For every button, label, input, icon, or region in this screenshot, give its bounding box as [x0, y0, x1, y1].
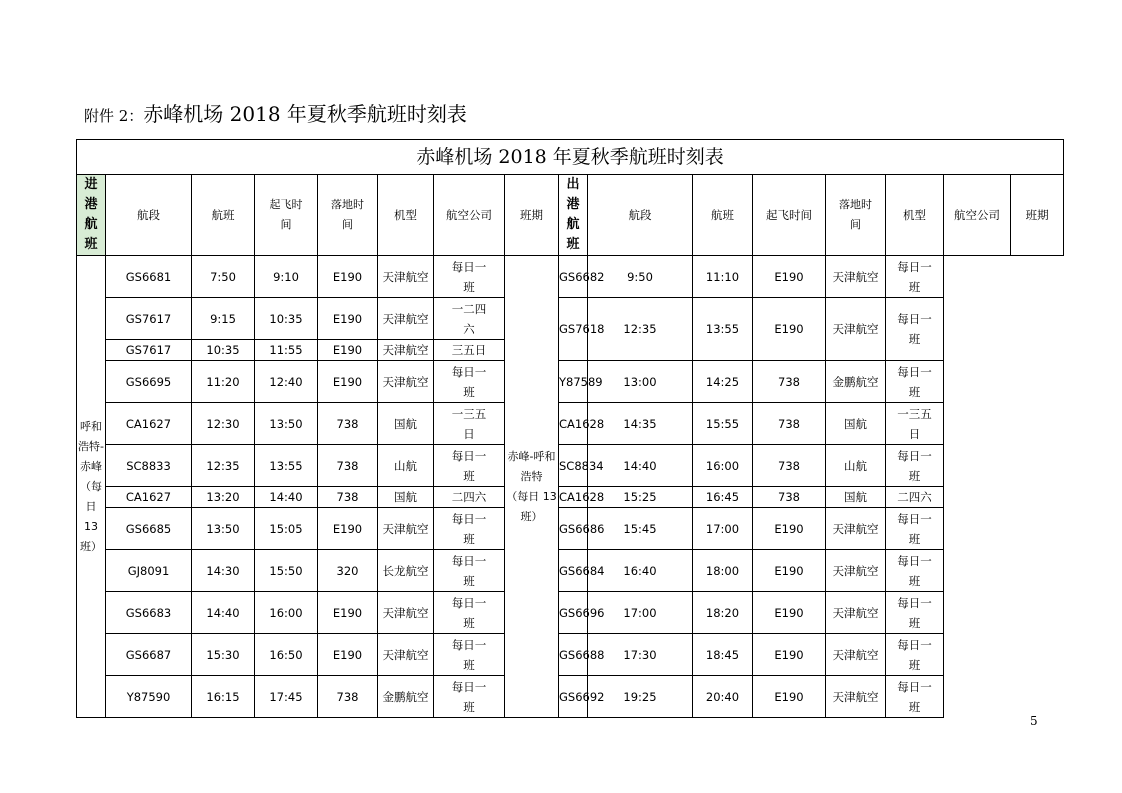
- inbound-schedule-header: 班期: [505, 175, 559, 256]
- outbound-aircraft-type: 738: [753, 361, 826, 403]
- table-row: [77, 361, 1064, 403]
- inbound-direction-label: 进 港 航 班: [77, 175, 106, 256]
- outbound-arrival-header: 落地时 间: [826, 175, 886, 256]
- outbound-departure-time: 19:25: [588, 676, 693, 718]
- page-heading: [84, 98, 467, 127]
- attachment-prefix: 附件 2：: [84, 107, 144, 125]
- inbound-schedule-days: 一二四 六: [434, 298, 505, 340]
- inbound-airline: 长龙航空: [378, 550, 434, 592]
- inbound-arrival-time: 12:40: [255, 361, 318, 403]
- inbound-airline: 国航: [378, 487, 434, 508]
- outbound-schedule-days: 每日一 班: [886, 634, 944, 676]
- inbound-route-header: 航段: [106, 175, 192, 256]
- table-row: [77, 592, 1064, 634]
- inbound-flight-header: 航班: [192, 175, 255, 256]
- outbound-aircraft-type: 738: [753, 445, 826, 487]
- table-row: [77, 508, 1064, 550]
- inbound-airline: 天津航空: [378, 298, 434, 340]
- inbound-arrival-time: 13:50: [255, 403, 318, 445]
- inbound-flight-number: GS6683: [106, 592, 192, 634]
- outbound-schedule-days: 每日一 班: [886, 298, 944, 361]
- outbound-flight-number: CA1628: [559, 487, 588, 508]
- inbound-schedule-days: 每日一 班: [434, 508, 505, 550]
- inbound-airline: 天津航空: [378, 634, 434, 676]
- outbound-schedule-days: 每日一 班: [886, 550, 944, 592]
- outbound-schedule-days: 每日一 班: [886, 508, 944, 550]
- inbound-route-cell: 呼和浩特-赤峰 （每日 13 班）: [77, 256, 106, 718]
- inbound-flight-number: Y87590: [106, 676, 192, 718]
- inbound-departure-time: 12:35: [192, 445, 255, 487]
- outbound-airline: 国航: [826, 403, 886, 445]
- outbound-airline: 天津航空: [826, 550, 886, 592]
- outbound-flight-number: SC8834: [559, 445, 588, 487]
- inbound-aircraft-type: 738: [318, 676, 378, 718]
- outbound-flight-number: GS6682: [559, 256, 588, 298]
- inbound-airline: 天津航空: [378, 256, 434, 298]
- header-row: [77, 175, 1064, 256]
- outbound-arrival-time: 15:55: [693, 403, 753, 445]
- outbound-schedule-days: 每日一 班: [886, 361, 944, 403]
- outbound-flight-number: GS6686: [559, 508, 588, 550]
- outbound-schedule-days: 每日一 班: [886, 676, 944, 718]
- inbound-flight-number: GJ8091: [106, 550, 192, 592]
- inbound-schedule-days: 每日一 班: [434, 634, 505, 676]
- outbound-airline: 天津航空: [826, 592, 886, 634]
- inbound-departure-time: 10:35: [192, 340, 255, 361]
- outbound-airline: 天津航空: [826, 508, 886, 550]
- table-row: [77, 298, 1064, 340]
- inbound-arrival-time: 15:50: [255, 550, 318, 592]
- inbound-departure-time: 15:30: [192, 634, 255, 676]
- outbound-flight-number: GS6688: [559, 634, 588, 676]
- outbound-departure-time: 9:50: [588, 256, 693, 298]
- inbound-departure-time: 13:20: [192, 487, 255, 508]
- outbound-arrival-time: 11:10: [693, 256, 753, 298]
- outbound-airline: 天津航空: [826, 298, 886, 361]
- outbound-departure-time: 15:25: [588, 487, 693, 508]
- table-row: [77, 676, 1064, 718]
- outbound-schedule-days: 二四六: [886, 487, 944, 508]
- inbound-arrival-time: 14:40: [255, 487, 318, 508]
- inbound-departure-time: 12:30: [192, 403, 255, 445]
- inbound-arrival-time: 17:45: [255, 676, 318, 718]
- table-row: [77, 634, 1064, 676]
- inbound-airline: 天津航空: [378, 508, 434, 550]
- inbound-aircraft-header: 机型: [378, 175, 434, 256]
- outbound-flight-header: 航班: [693, 175, 753, 256]
- schedule-table-container: [76, 139, 1056, 718]
- inbound-departure-time: 14:40: [192, 592, 255, 634]
- inbound-flight-number: GS6695: [106, 361, 192, 403]
- inbound-airline: 金鹏航空: [378, 676, 434, 718]
- outbound-direction-label: 出 港 航 班: [559, 175, 588, 256]
- outbound-aircraft-type: 738: [753, 403, 826, 445]
- outbound-departure-time: 15:45: [588, 508, 693, 550]
- outbound-aircraft-type: E190: [753, 676, 826, 718]
- outbound-flight-number: GS6696: [559, 592, 588, 634]
- outbound-schedule-days: 每日一 班: [886, 592, 944, 634]
- outbound-aircraft-type: E190: [753, 634, 826, 676]
- inbound-flight-number: GS7617: [106, 298, 192, 340]
- inbound-arrival-time: 15:05: [255, 508, 318, 550]
- outbound-route-cell: 赤峰-呼和浩特 （每日 13 班）: [505, 256, 559, 718]
- inbound-arrival-time: 16:50: [255, 634, 318, 676]
- inbound-departure-header: 起飞时 间: [255, 175, 318, 256]
- outbound-flight-number: GS6684: [559, 550, 588, 592]
- inbound-arrival-time: 9:10: [255, 256, 318, 298]
- outbound-departure-time: 17:30: [588, 634, 693, 676]
- outbound-departure-time: 14:35: [588, 403, 693, 445]
- outbound-aircraft-type: E190: [753, 508, 826, 550]
- outbound-arrival-time: 16:45: [693, 487, 753, 508]
- inbound-flight-number: CA1627: [106, 403, 192, 445]
- outbound-schedule-header: 班期: [1011, 175, 1064, 256]
- outbound-arrival-time: 18:20: [693, 592, 753, 634]
- inbound-departure-time: 13:50: [192, 508, 255, 550]
- inbound-departure-time: 7:50: [192, 256, 255, 298]
- inbound-airline: 天津航空: [378, 340, 434, 361]
- inbound-aircraft-type: E190: [318, 256, 378, 298]
- inbound-schedule-days: 每日一 班: [434, 361, 505, 403]
- inbound-aircraft-type: E190: [318, 298, 378, 340]
- inbound-flight-number: CA1627: [106, 487, 192, 508]
- outbound-departure-time: 12:35: [588, 298, 693, 361]
- outbound-arrival-time: 13:55: [693, 298, 753, 361]
- inbound-airline: 天津航空: [378, 361, 434, 403]
- outbound-aircraft-header: 机型: [886, 175, 944, 256]
- outbound-airline: 金鹏航空: [826, 361, 886, 403]
- inbound-schedule-days: 每日一 班: [434, 550, 505, 592]
- table-row: [77, 445, 1064, 487]
- outbound-airline: 国航: [826, 487, 886, 508]
- outbound-schedule-days: 每日一 班: [886, 256, 944, 298]
- outbound-route-header: 航段: [588, 175, 693, 256]
- inbound-airline: 山航: [378, 445, 434, 487]
- inbound-airline-header: 航空公司: [434, 175, 505, 256]
- inbound-aircraft-type: E190: [318, 634, 378, 676]
- inbound-arrival-header: 落地时 间: [318, 175, 378, 256]
- inbound-schedule-days: 每日一 班: [434, 256, 505, 298]
- inbound-aircraft-type: 738: [318, 487, 378, 508]
- outbound-airline: 天津航空: [826, 256, 886, 298]
- inbound-arrival-time: 11:55: [255, 340, 318, 361]
- inbound-schedule-days: 每日一 班: [434, 445, 505, 487]
- inbound-aircraft-type: E190: [318, 508, 378, 550]
- inbound-schedule-days: 每日一 班: [434, 676, 505, 718]
- inbound-arrival-time: 16:00: [255, 592, 318, 634]
- table-row: [77, 487, 1064, 508]
- outbound-flight-number: GS7618: [559, 298, 588, 361]
- inbound-aircraft-type: E190: [318, 340, 378, 361]
- inbound-arrival-time: 10:35: [255, 298, 318, 340]
- outbound-flight-number: Y87589: [559, 361, 588, 403]
- outbound-departure-time: 17:00: [588, 592, 693, 634]
- inbound-aircraft-type: 738: [318, 445, 378, 487]
- outbound-departure-header: 起飞时间: [753, 175, 826, 256]
- inbound-departure-time: 14:30: [192, 550, 255, 592]
- inbound-flight-number: GS6685: [106, 508, 192, 550]
- table-row: [77, 256, 1064, 298]
- outbound-flight-number: GS6692: [559, 676, 588, 718]
- inbound-aircraft-type: E190: [318, 592, 378, 634]
- inbound-schedule-days: 三五日: [434, 340, 505, 361]
- inbound-departure-time: 11:20: [192, 361, 255, 403]
- inbound-flight-number: SC8833: [106, 445, 192, 487]
- outbound-departure-time: 13:00: [588, 361, 693, 403]
- outbound-airline: 天津航空: [826, 676, 886, 718]
- outbound-airline-header: 航空公司: [944, 175, 1011, 256]
- inbound-aircraft-type: E190: [318, 361, 378, 403]
- outbound-arrival-time: 18:45: [693, 634, 753, 676]
- inbound-schedule-days: 每日一 班: [434, 592, 505, 634]
- inbound-departure-time: 9:15: [192, 298, 255, 340]
- inbound-airline: 天津航空: [378, 592, 434, 634]
- inbound-schedule-days: 一三五 日: [434, 403, 505, 445]
- outbound-airline: 天津航空: [826, 634, 886, 676]
- outbound-arrival-time: 18:00: [693, 550, 753, 592]
- inbound-arrival-time: 13:55: [255, 445, 318, 487]
- inbound-aircraft-type: 320: [318, 550, 378, 592]
- page-number: 5: [1030, 714, 1038, 728]
- outbound-arrival-time: 16:00: [693, 445, 753, 487]
- outbound-aircraft-type: E190: [753, 256, 826, 298]
- outbound-aircraft-type: E190: [753, 592, 826, 634]
- outbound-arrival-time: 20:40: [693, 676, 753, 718]
- table-row: [77, 403, 1064, 445]
- table-title: 赤峰机场 2018 年夏秋季航班时刻表: [77, 140, 1064, 175]
- inbound-departure-time: 16:15: [192, 676, 255, 718]
- outbound-departure-time: 16:40: [588, 550, 693, 592]
- outbound-aircraft-type: E190: [753, 550, 826, 592]
- inbound-airline: 国航: [378, 403, 434, 445]
- outbound-aircraft-type: E190: [753, 298, 826, 361]
- inbound-flight-number: GS7617: [106, 340, 192, 361]
- outbound-flight-number: CA1628: [559, 403, 588, 445]
- inbound-flight-number: GS6681: [106, 256, 192, 298]
- outbound-schedule-days: 一三五 日: [886, 403, 944, 445]
- schedule-table: [76, 139, 1064, 718]
- outbound-arrival-time: 17:00: [693, 508, 753, 550]
- outbound-schedule-days: 每日一 班: [886, 445, 944, 487]
- outbound-aircraft-type: 738: [753, 487, 826, 508]
- outbound-departure-time: 14:40: [588, 445, 693, 487]
- inbound-flight-number: GS6687: [106, 634, 192, 676]
- outbound-airline: 山航: [826, 445, 886, 487]
- table-row: [77, 550, 1064, 592]
- outbound-arrival-time: 14:25: [693, 361, 753, 403]
- inbound-schedule-days: 二四六: [434, 487, 505, 508]
- heading-title: 赤峰机场 2018 年夏秋季航班时刻表: [143, 102, 467, 126]
- inbound-aircraft-type: 738: [318, 403, 378, 445]
